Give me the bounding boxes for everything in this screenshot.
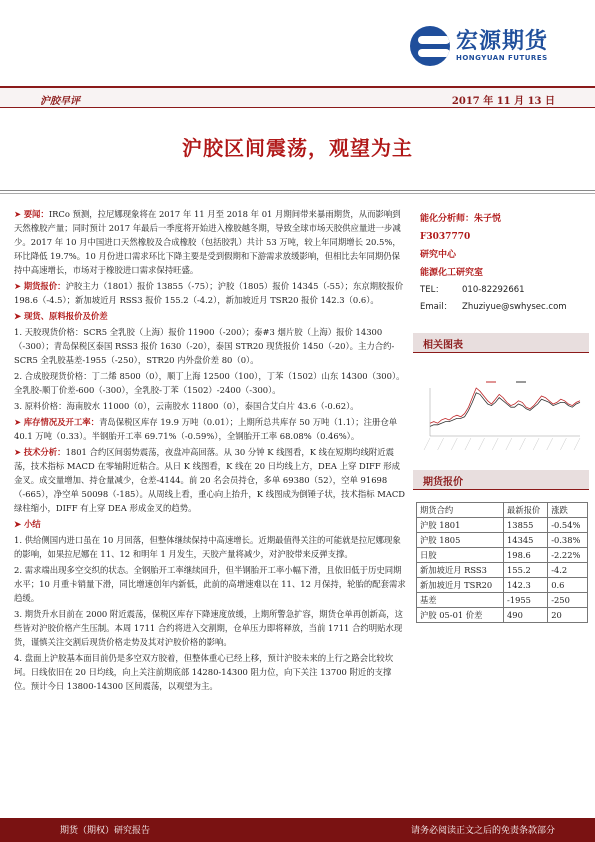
- header-bar: [0, 86, 595, 108]
- bullet-arrow-icon: ➤: [14, 311, 24, 321]
- chart-x-tick: [519, 438, 525, 450]
- inventory-paragraph: ➤ 库存情况及开工率：青岛保税区库存 19.9 万吨（0.01）；上期所总共库存 50 万吨（1.1）；注册仓单 40.1 万吨（0.33）。半钢胎开工率 69.71%（-0.59%），全钢胎开工率 68.08%（0.46%）。: [14, 417, 398, 441]
- company-logo: [410, 26, 548, 66]
- table-row: 基差 -1955 -250: [417, 593, 588, 608]
- chart-x-tick: [547, 438, 553, 450]
- table-header-row: 期货合约 最新报价 涨跌: [417, 503, 588, 518]
- chart-x-tick: [574, 438, 580, 450]
- bullet-arrow-icon: ➤: [14, 281, 24, 291]
- spot-item: 3. 原料价格：海南胶水 11000（0），云南胶水 11800（0），泰国合艾白片 43.6（-0.62）。: [14, 401, 359, 411]
- report-body: [14, 207, 406, 695]
- sub-department: 能源化工研究室: [420, 268, 484, 278]
- chart-series-line: [430, 393, 580, 427]
- summary-item: 1. 供给侧国内进口虽在 10 月回落，但整体继续保持中高速增长。近期最值得关注的可能就是拉尼娜现象的影响，如果拉尼娜在 11、12 和明年 1 月发生，天胶产量将减少，对沪胶带来反弹支撑。: [14, 535, 401, 559]
- chart-x-tick: [438, 438, 444, 450]
- analyst-license: F3037770: [420, 232, 471, 242]
- price-line-chart: [416, 378, 588, 456]
- footer-report-type: 期货（期权）研究报告: [60, 826, 151, 836]
- logo-en-text: HONGYUAN FUTURES: [456, 54, 548, 62]
- table-row: 沪胶 05-01 价差 490 20: [417, 608, 588, 623]
- chart-series-line: [430, 388, 580, 423]
- futures-quote-paragraph: ➤ 期货报价：沪胶主力（1801）报价 13855（-75）；沪胶（1805）报价 14345（-55）；东京期胶报价 198.6（-4.5）；新加坡近月 RSS3 报价 155.2（-4.2），新加坡近月 TSR20 报价 142.3（0.6）。: [14, 281, 404, 305]
- page-title: 沪胶区间震荡，观望为主: [182, 136, 413, 160]
- chart-x-tick: [506, 438, 512, 450]
- news-paragraph: ➤ 要闻：IRCo 预测，拉尼娜现象将在 2017 年 11 月至 2018 年 01 月期间带来暴雨期货，从而影响到天然橡胶产量；同时预计 2017 年最后一季度将开始进入橡胶越冬期，导致全球市场天胶供应量进一步减少。2017 年 10 月中国进口天然橡胶及合成橡胶（包括胶乳）共计 53 万吨，较上年同期增长 20.5%，环比降低 19.7%。10 月份进口需求环比下降主要是受到假期和下游需求放缓影响，但相比去年同期仍保持中高速增长，市场对于橡胶进口需求保持旺盛。: [14, 209, 401, 275]
- bullet-arrow-icon: ➤: [14, 447, 24, 457]
- analyst-line: 能化分析师：朱子悦: [420, 214, 502, 224]
- chart-x-tick: [451, 438, 457, 450]
- summary-item: 2. 需求端出现多空交织的状态。全钢胎开工率继续回升，但半钢胎开工率小幅下滑，且依旧低于历史同期水平；10 月重卡销量下滑，同比增速创年内新低，此前的高增速难以在 11、12 月保持，轮胎的配套需求趋缓。: [14, 565, 406, 603]
- phone-row: TEL： 010-82292661: [420, 285, 525, 295]
- department: 研究中心: [420, 250, 457, 260]
- chart-x-tick: [560, 438, 566, 450]
- spot-item: 1. 天胶现货价格：SCR5 全乳胶（上海）报价 11900（-200）；泰#3 烟片胶（上海）报价 14300（-300）；青岛保税区泰国 RSS3 报价 1630（-20），泰国 STR20 现货报价 1450（-20）。主力合约-SCR5 全乳胶基差-1955（-250），STR20 内外盘价差 80（0）。: [14, 327, 395, 365]
- title-divider: [0, 190, 595, 191]
- chart-x-tick: [479, 438, 485, 450]
- quote-section-header: 期货报价: [413, 470, 589, 490]
- summary-item: 3. 期货升水目前在 2000 附近震荡，保税区库存下降速度放缓，上期所警急扩容，期货仓单再创新高，这些皆对沪胶价格产生压制。本周 1711 合约将进入交割期，仓单压力即将释放，当前 1711 合约明贴水现货，谨慎关注交割后现货价格走势及其对沪胶价格的影响。: [14, 609, 404, 647]
- logo-mark-icon: [410, 26, 450, 66]
- report-type: 沪胶早评: [40, 96, 80, 107]
- analyst-info: [420, 210, 585, 316]
- footer-disclaimer: 请务必阅读正文之后的免责条款部分: [410, 826, 555, 836]
- email-row: Email： Zhuziyue@swhysec.com: [420, 302, 567, 312]
- chart-x-tick: [424, 438, 430, 450]
- bullet-arrow-icon: ➤: [14, 417, 24, 427]
- table-row: 新加坡近月 RSS3 155.2 -4.2: [417, 563, 588, 578]
- table-row: 沪胶 1805 14345 -0.38%: [417, 533, 588, 548]
- spot-item: 2. 合成胶现货价格：丁二烯 8500（0），顺丁上海 12500（100），丁苯（1502）山东 14300（300）。全乳胶-顺丁价差-600（-300），全乳胶-丁苯（1502）-2400（-300）。: [14, 371, 405, 395]
- table-row: 沪胶 1801 13855 -0.54%: [417, 518, 588, 533]
- chart-section-header: 相关图表: [413, 333, 589, 353]
- footer-bar: [0, 818, 595, 842]
- technical-paragraph: ➤ 技术分析：1801 合约区间弱势震荡，夜盘冲高回落。从 30 分钟 K 线图看，K 线在短期均线附近震荡，技术指标 MACD 在零轴附近粘合。从日 K 线图看，K 线在 20 日均线上方，DEA 上穿 DIFF 形成金叉。成交量增加、持仓量减少，仓差-4144。前 20 名会员持仓，多单 69380（52），空单 91698（-665），净空单 50098（-185）。从周线上看，重心向上抬升，K 线图成为倒锤子状，技术指标 MACD 绿柱缩小，DIFF 有上穿 DEA 形成金叉的趋势。: [14, 447, 405, 513]
- bullet-arrow-icon: ➤: [14, 209, 24, 219]
- table-row: 日胶 198.6 -2.22%: [417, 548, 588, 563]
- chart-x-tick: [465, 438, 471, 450]
- chart-x-tick: [533, 438, 539, 450]
- bullet-arrow-icon: ➤: [14, 519, 24, 529]
- futures-quote-table: [416, 502, 588, 623]
- title-divider-thin: [0, 193, 595, 194]
- table-row: 新加坡近月 TSR20 142.3 0.6: [417, 578, 588, 593]
- summary-section-title: ➤ 小结: [14, 519, 41, 529]
- report-date: 2017 年 11 月 13 日: [451, 96, 555, 107]
- logo-cn-text: 宏源期货: [456, 29, 549, 54]
- summary-item: 4. 盘面上沪胶基本面目前仍是多空双方胶着，但整体重心已经上移，预计沪胶未来的上行之路会比较坎坷。日线依旧在 20 日均线，向上关注前期底部 14280-14300 阻力位，向下关注 13700 附近的支撑位。预计今日 13800-14300 区间震荡，以观望为主。: [14, 653, 394, 691]
- spot-section-title: ➤ 现货、原料报价及价差: [14, 311, 108, 321]
- chart-x-tick: [492, 438, 498, 450]
